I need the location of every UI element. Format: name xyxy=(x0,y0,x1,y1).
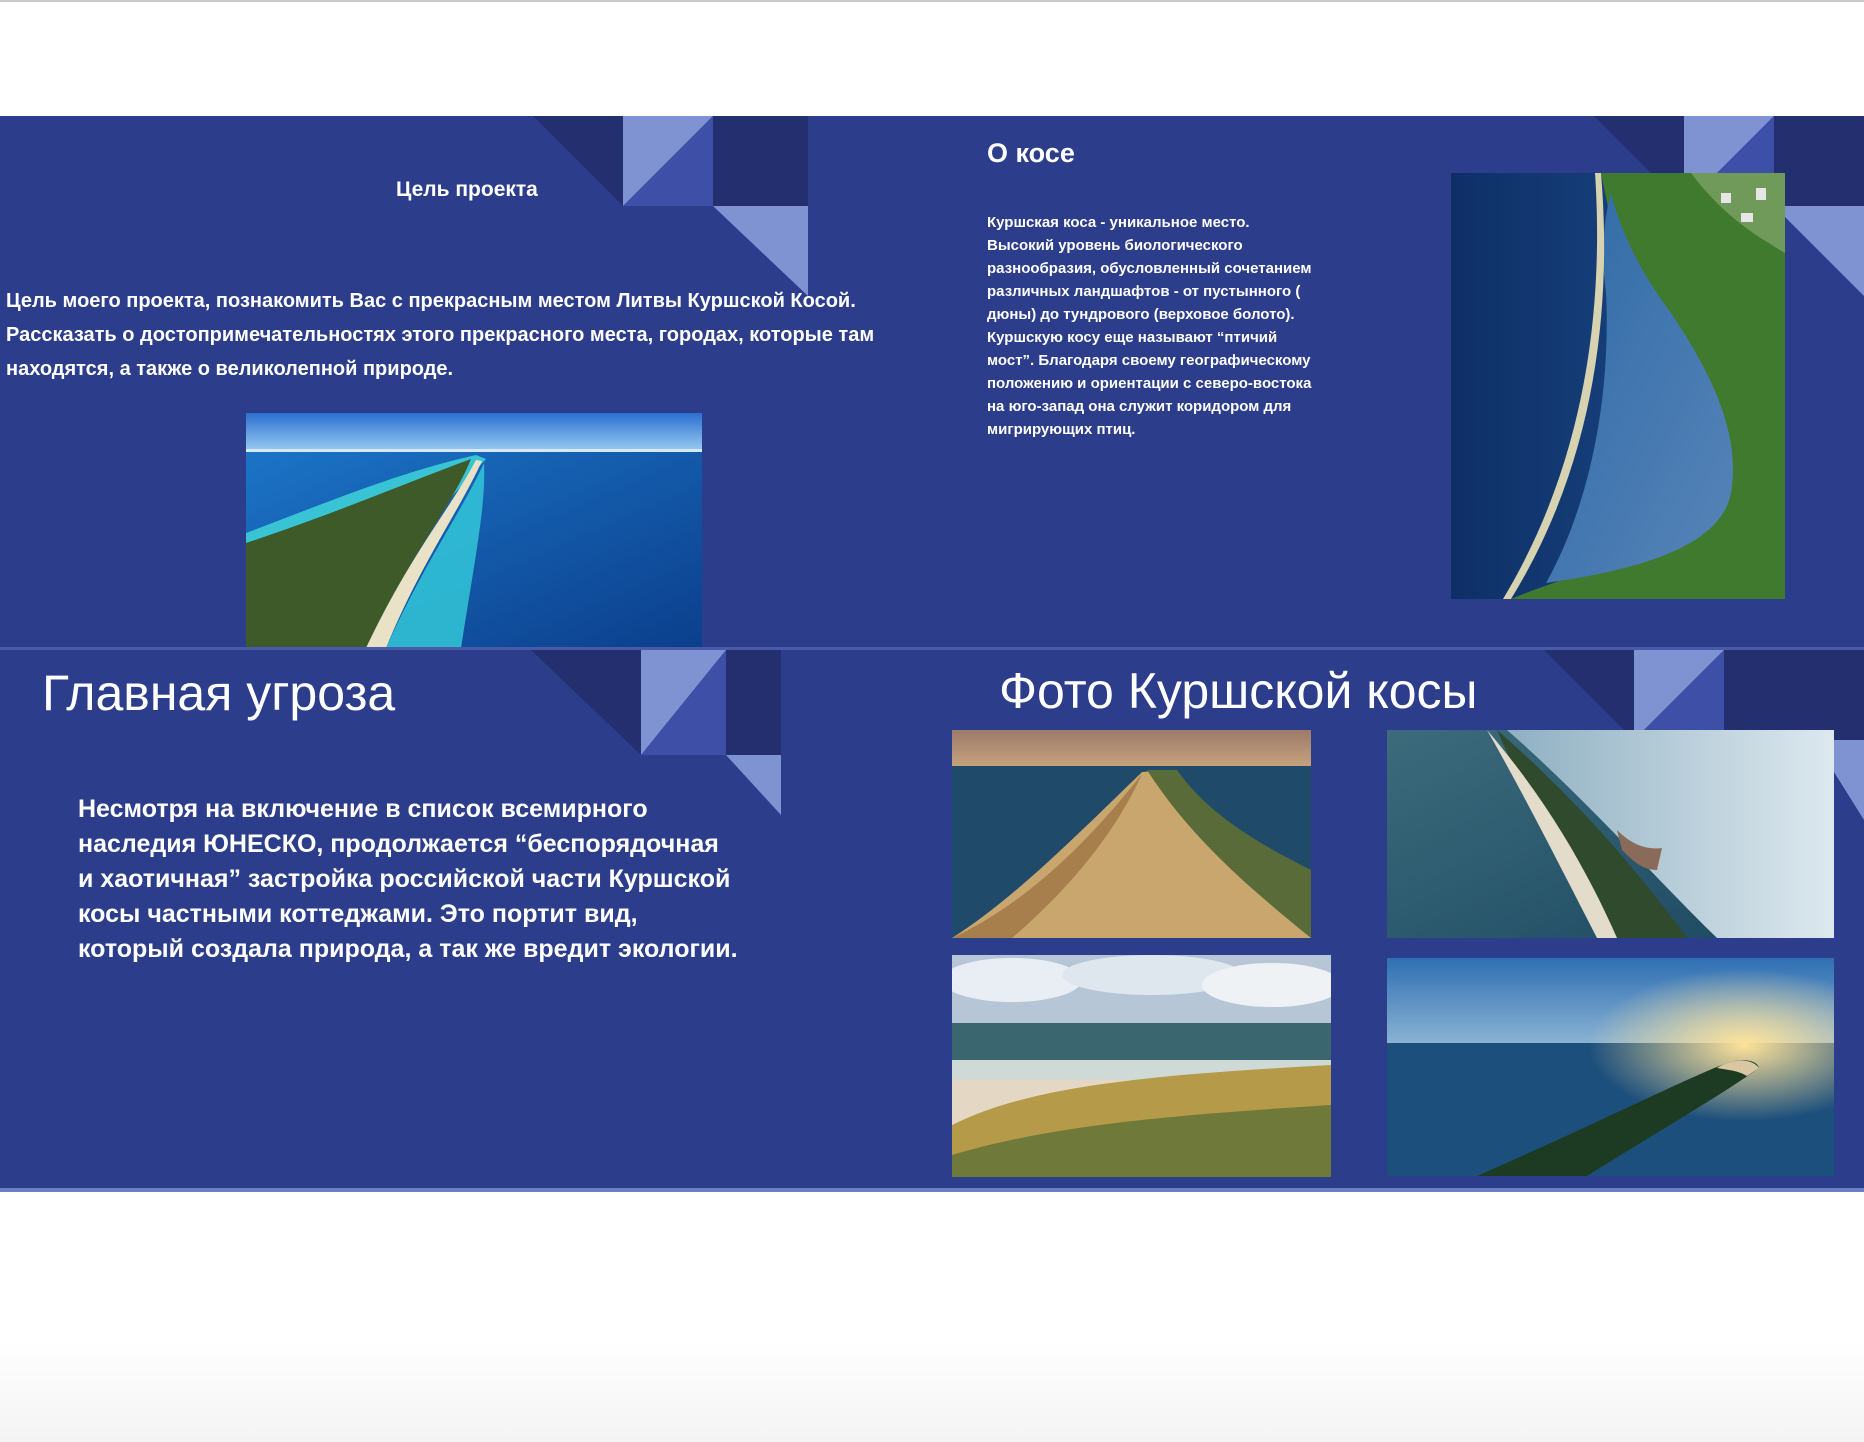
corner-decoration xyxy=(533,116,943,296)
slide-title: Цель проекта xyxy=(396,178,538,201)
slide-body-text: Куршская коса - уникальное место. Высокий уровень биологического разнообразия, обусловленный сочетанием различных ландшафтов - от пустынного ( дюны) до тундрового (верховое болото). Куршскую косу еще называют “птичий мост”. Благодаря своему географическому положению и ориентации с северо-востока на юго-запад она служит коридором для мигрирующих птиц. xyxy=(987,214,1312,438)
slide-title: Фото Куршской косы xyxy=(999,663,1478,719)
bottom-strip xyxy=(0,1188,1864,1192)
aerial-village-photo xyxy=(1387,730,1834,938)
top-border xyxy=(0,0,1864,2)
slide-title: Главная угроза xyxy=(42,665,396,721)
dune-ridge-photo xyxy=(952,730,1311,938)
slide-main-threat[interactable] xyxy=(0,650,931,1190)
sunset-spit-photo xyxy=(1387,958,1834,1176)
slide-about-spit[interactable] xyxy=(943,116,1864,648)
slide-body-text: Несмотря на включение в список всемирного наследия ЮНЕСКО, продолжается “беспорядочная и хаотичная” застройка российской части Куршской косы частными коттеджами. Это портит вид, который создала природа, а так же вредит экологии. xyxy=(78,795,738,963)
slide-body-text: Цель моего проекта, познакомить Вас с прекрасным местом Литвы Куршской Косой. Рассказать о достопримечательностях этого прекрасного места, городах, которые там находятся, а также о великолепной природе. xyxy=(6,290,875,380)
slide-photos[interactable] xyxy=(931,650,1864,1190)
aerial-spit-photo xyxy=(246,413,702,648)
slide-title: О косе xyxy=(987,138,1075,168)
satellite-map xyxy=(1451,173,1785,599)
beach-grass-photo xyxy=(952,955,1331,1177)
slide-project-goal[interactable] xyxy=(0,116,943,648)
page-footer-area xyxy=(0,1340,1864,1442)
